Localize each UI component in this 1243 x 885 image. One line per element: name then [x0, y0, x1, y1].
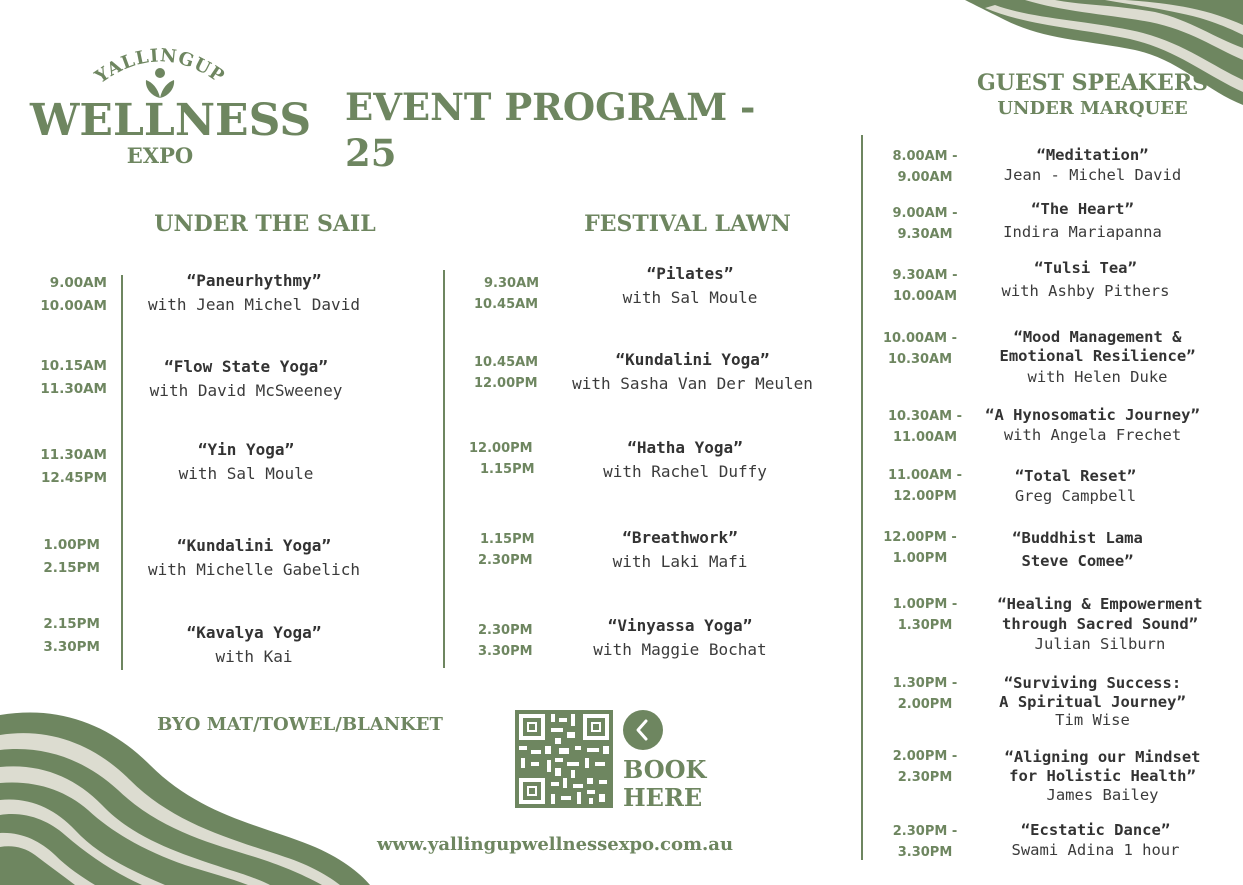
time-end: 3.30PM	[478, 644, 533, 659]
time-end: 10.00AM	[892, 289, 958, 304]
here-label: HERE	[623, 783, 703, 812]
time-start: 2.15PM	[43, 616, 100, 632]
session-host: with Michelle Gabelich	[148, 560, 360, 579]
divider-speakers	[861, 135, 863, 860]
speaker-title: “The Heart”	[1031, 200, 1134, 218]
website-link[interactable]: www.yallingupwellnessexpo.com.au	[376, 834, 734, 855]
session-title: “Pilates”	[646, 264, 734, 283]
session-title: “Breathwork”	[622, 528, 738, 547]
divider-lawn	[443, 270, 445, 668]
time-end: 1.00PM	[892, 551, 948, 566]
speaker-title: “Buddhist Lama	[1012, 529, 1143, 547]
session-title: “Hatha Yoga”	[627, 438, 743, 457]
session-title: “Kavalya Yoga”	[186, 623, 322, 642]
time-end: 12.00PM	[474, 376, 538, 391]
time-end: 12.00PM	[893, 489, 957, 504]
festival-lawn-heading: FESTIVAL LAWN	[584, 211, 791, 237]
time-end: 9.30AM	[897, 227, 953, 242]
page-title: EVENT PROGRAM - 25	[345, 85, 756, 175]
chevron-left-icon[interactable]	[623, 710, 663, 750]
session-host: with Laki Mafi	[612, 552, 748, 571]
time-start: 12.00PM	[469, 441, 533, 456]
speaker-title: “Total Reset”	[1014, 467, 1137, 485]
time-end: 9.00AM	[897, 170, 953, 185]
time-start: 11.00AM -	[887, 468, 963, 483]
guest-speakers-subheading: UNDER MARQUEE	[997, 98, 1188, 119]
time-start: 2.00PM -	[892, 749, 958, 764]
time-start: 1.30PM -	[892, 676, 958, 691]
speaker-title: “Surviving Success:	[1003, 674, 1182, 692]
speaker-title: “Aligning our Mindset	[1004, 748, 1201, 766]
speaker-title-line2: through Sacred Sound”	[1002, 615, 1198, 633]
time-end: 2.00PM	[897, 697, 953, 712]
speaker-title: “Tulsi Tea”	[1034, 259, 1137, 277]
time-start: 1.15PM	[480, 532, 535, 547]
book-label: BOOK	[623, 755, 707, 784]
time-start: 9.00AM	[49, 275, 107, 291]
speaker-host: Jean - Michel David	[1003, 165, 1182, 184]
session-title: “Kundalini Yoga”	[615, 350, 770, 369]
speaker-title-line2: A Spiritual Journey”	[999, 692, 1186, 711]
speaker-host: Greg Campbell	[1014, 486, 1137, 505]
time-end: 3.30PM	[897, 845, 953, 860]
time-end: 12.45PM	[40, 470, 107, 486]
time-start: 2.30PM -	[892, 824, 958, 839]
time-start: 1.00PM	[43, 537, 100, 553]
logo-main-text: WELLNESS	[30, 95, 312, 146]
speaker-host: Tim Wise	[1055, 711, 1130, 729]
session-title: “Paneurhythmy”	[186, 271, 322, 290]
speaker-title-line2: Emotional Resilience”	[999, 346, 1196, 365]
speaker-host: James Bailey	[1046, 786, 1159, 804]
time-end: 1.15PM	[480, 462, 535, 477]
speaker-title-line2: for Holistic Health”	[1009, 767, 1196, 785]
speaker-title-line2: Steve Comee”	[1021, 552, 1134, 570]
time-start: 10.45AM	[474, 355, 539, 370]
session-title: “Vinyassa Yoga”	[607, 616, 753, 635]
time-start: 1.00PM -	[892, 597, 958, 612]
logo-top-text: YALLINGUP	[91, 45, 229, 88]
session-title: “Flow State Yoga”	[164, 357, 328, 376]
speaker-title: “Healing & Empowerment	[997, 595, 1203, 613]
session-host: with Rachel Duffy	[603, 462, 767, 481]
time-start: 12.00PM -	[883, 530, 957, 545]
time-start: 10.15AM	[40, 358, 107, 374]
time-end: 2.30PM	[478, 553, 533, 568]
speaker-host: Julian Silburn	[1034, 635, 1166, 653]
logo	[30, 40, 312, 170]
byo-note: BYO MAT/TOWEL/BLANKET	[157, 714, 443, 735]
time-start: 9.30AM	[484, 276, 540, 291]
under-the-sail-heading: UNDER THE SAIL	[154, 211, 376, 237]
session-host: with Kai	[215, 647, 293, 666]
speaker-host: Indira Mariapanna	[1003, 222, 1162, 241]
time-start: 11.30AM	[40, 447, 107, 463]
time-end: 3.30PM	[43, 639, 100, 655]
speaker-host: with Angela Frechet	[1003, 425, 1182, 444]
speaker-title: “Mood Management &	[1013, 328, 1182, 346]
session-host: with Maggie Bochat	[593, 640, 767, 659]
time-end: 11.30AM	[40, 381, 107, 397]
speaker-host: with Helen Duke	[1027, 368, 1168, 386]
time-end: 10.30AM	[887, 352, 953, 367]
session-host: with Jean Michel David	[148, 295, 360, 314]
time-end: 10.45AM	[474, 297, 539, 312]
logo-bottom-text: EXPO	[126, 143, 194, 168]
session-host: with Sasha Van Der Meulen	[572, 374, 813, 393]
time-start: 2.30PM	[478, 623, 533, 638]
session-title: “Kundalini Yoga”	[176, 536, 332, 555]
session-title: “Yin Yoga”	[197, 440, 295, 459]
session-host: with David McSweeney	[149, 381, 343, 400]
session-host: with Sal Moule	[622, 288, 758, 307]
speaker-host: with Ashby Pithers	[1001, 281, 1170, 300]
time-end: 2.30PM	[897, 770, 953, 785]
time-start: 9.30AM -	[892, 268, 958, 283]
session-host: with Sal Moule	[178, 464, 314, 483]
time-end: 11.00AM	[892, 430, 958, 445]
speaker-title: “Meditation”	[1036, 146, 1149, 164]
speaker-title: “A Hynosomatic Journey”	[985, 406, 1200, 424]
time-end: 1.30PM	[897, 618, 953, 633]
qr-code-icon[interactable]	[515, 710, 613, 808]
guest-speakers-heading: GUEST SPEAKERS	[977, 70, 1208, 96]
time-end: 10.00AM	[40, 298, 107, 314]
time-start: 8.00AM -	[892, 149, 958, 164]
speaker-title: “Ecstatic Dance”	[1020, 821, 1171, 839]
time-start: 10.00AM -	[882, 331, 958, 346]
time-start: 9.00AM -	[892, 206, 958, 221]
speaker-host: Swami Adina 1 hour	[1011, 840, 1180, 859]
book-here-button[interactable]	[623, 756, 713, 812]
time-end: 2.15PM	[43, 560, 100, 576]
time-start: 10.30AM -	[887, 409, 963, 424]
